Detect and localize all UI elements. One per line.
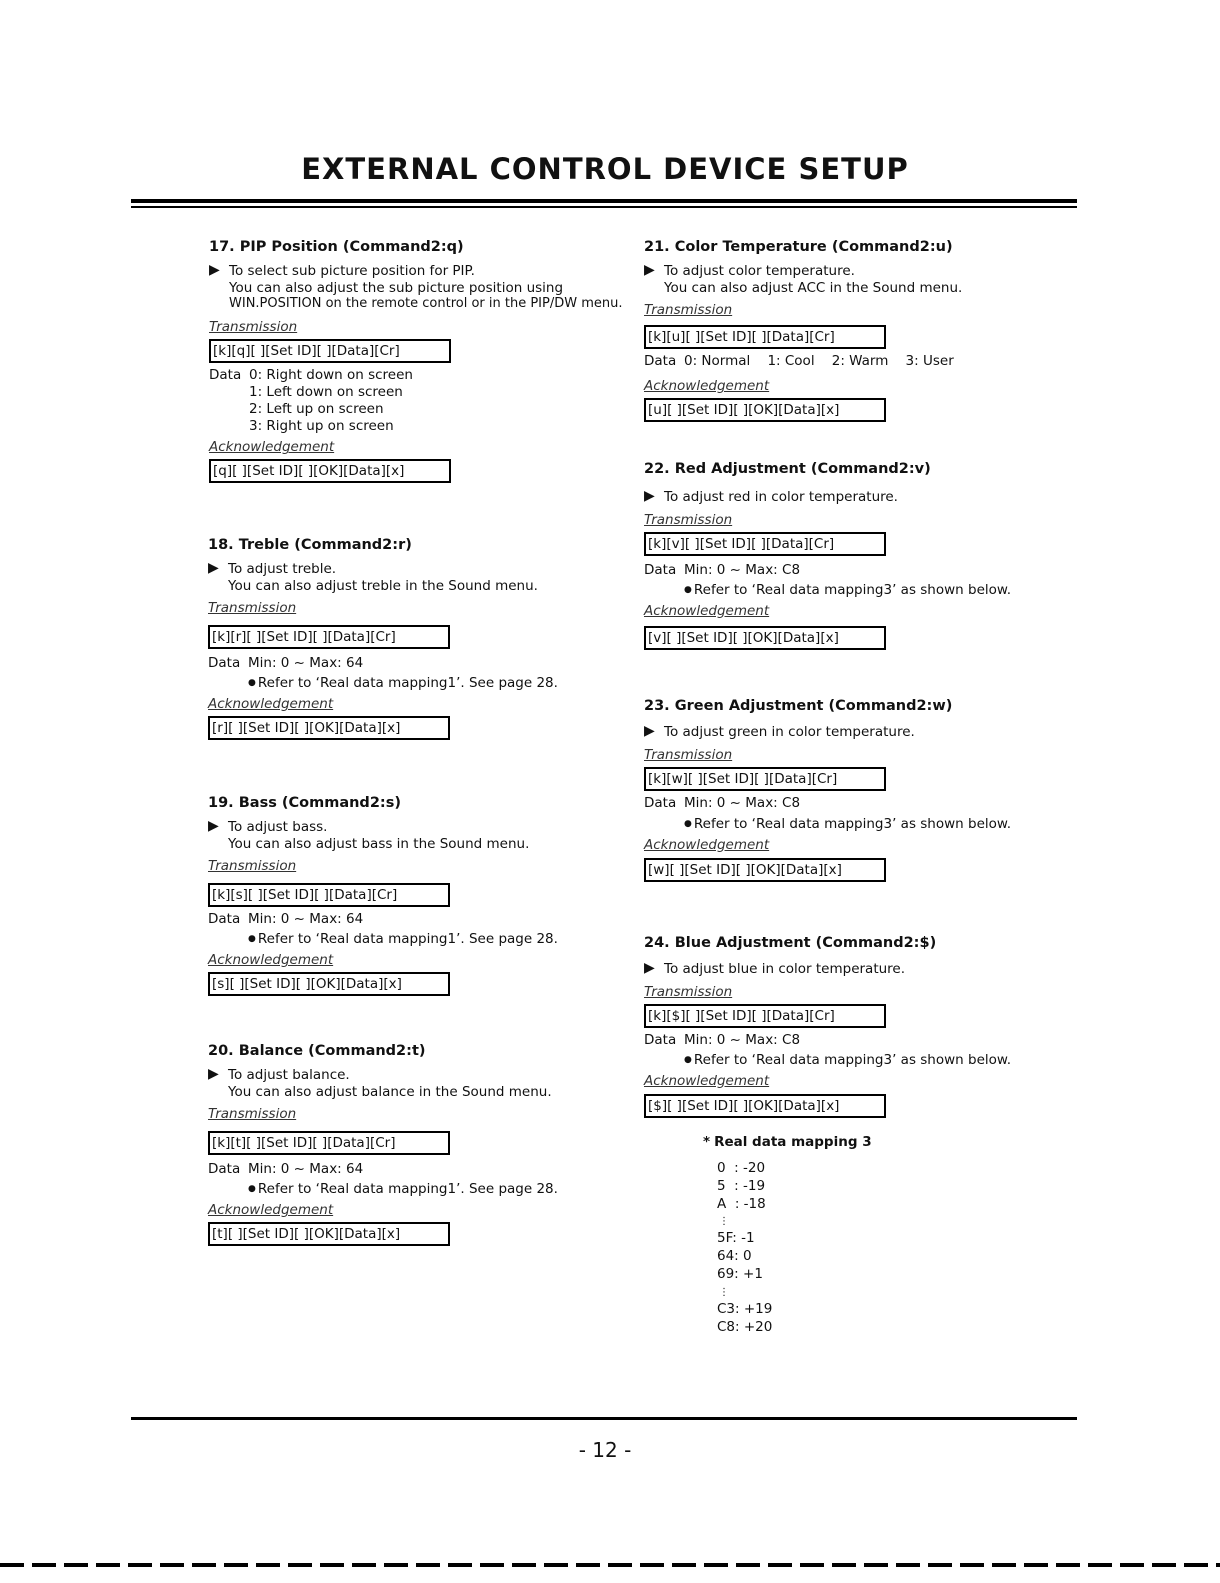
data-line: [208, 911, 558, 928]
description-line: You can also adjust bass in the Sound menu.: [228, 835, 530, 852]
data-value: 0: Right down on screen: [249, 366, 413, 383]
data-label: Data: [644, 353, 677, 369]
description-line: You can also adjust ACC in the Sound menu.: [664, 279, 963, 296]
section-description: [644, 489, 1011, 506]
acknowledgement-format: [s][ ][Set ID][ ][OK][Data][x]: [208, 972, 450, 996]
description-line: WIN.POSITION on the remote control or in the PIP/DW menu.: [229, 296, 623, 311]
data-note: [644, 582, 1011, 599]
data-label: Data: [644, 1031, 677, 1048]
transmission-label: Transmission: [208, 1106, 297, 1122]
data-value: Min: 0 ~ Max: C8: [684, 561, 801, 578]
transmission-label: Transmission: [208, 600, 297, 616]
section-treble: [208, 537, 558, 744]
section-description: [644, 263, 962, 296]
data-value: 3: Right up on screen: [249, 418, 394, 435]
data-value: Min: 0 ~ Max: C8: [684, 1031, 801, 1048]
description-line: To adjust blue in color temperature.: [664, 961, 906, 977]
section-blue-adjustment: [644, 935, 1011, 1122]
data-note: [644, 1052, 1011, 1069]
mapping-row: 5 : -19: [717, 1177, 766, 1194]
section-description: [644, 961, 1011, 978]
transmission-label: Transmission: [644, 302, 733, 318]
arrow-right-icon: ▶: [644, 960, 655, 976]
acknowledgement-format: [$][ ][Set ID][ ][OK][Data][x]: [644, 1094, 886, 1118]
section-pip-position: [209, 239, 623, 487]
transmission-label: Transmission: [209, 318, 298, 335]
note-text: Refer to ‘Real data mapping1’. See page 28.: [257, 931, 558, 947]
note-text: Refer to ‘Real data mapping3’ as shown below.: [693, 815, 1011, 832]
transmission-label: Transmission: [644, 511, 733, 528]
data-line: [208, 1161, 558, 1178]
data-line: [208, 655, 558, 672]
data-value: Min: 0 ~ Max: 64: [248, 1161, 364, 1177]
vertical-ellipsis-icon: ⋮: [719, 1286, 729, 1298]
data-line: [209, 367, 623, 384]
transmission-label: Transmission: [208, 858, 297, 874]
acknowledgement-format: [u][ ][Set ID][ ][OK][Data][x]: [644, 398, 886, 422]
arrow-right-icon: ▶: [208, 818, 219, 834]
section-color-temperature: [644, 239, 962, 426]
section-heading: 22. Red Adjustment (Command2:v): [644, 461, 931, 477]
acknowledgement-label: Acknowledgement: [644, 1072, 770, 1089]
description-line: You can also adjust the sub picture position using: [229, 279, 564, 296]
section-bass: [208, 795, 558, 1000]
data-label: Data: [208, 655, 241, 671]
transmission-format: [k][$][ ][Set ID][ ][Data][Cr]: [644, 1004, 886, 1028]
mapping-row: 69: +1: [717, 1265, 763, 1282]
data-label: Data: [208, 1161, 241, 1177]
data-note: [644, 816, 1011, 833]
transmission-format: [k][v][ ][Set ID][ ][Data][Cr]: [644, 532, 886, 556]
bullet-icon: ●: [248, 678, 256, 688]
data-label: Data: [209, 366, 242, 383]
section-heading: 18. Treble (Command2:r): [208, 537, 412, 553]
arrow-right-icon: ▶: [209, 262, 220, 278]
bullet-icon: ●: [684, 584, 692, 595]
note-text: Refer to ‘Real data mapping3’ as shown below.: [693, 581, 1011, 598]
acknowledgement-label: Acknowledgement: [208, 1202, 334, 1218]
description-line: You can also adjust treble in the Sound menu.: [228, 577, 538, 594]
section-description: [644, 724, 1011, 741]
section-description: [208, 1067, 558, 1100]
mapping-row: C3: +19: [717, 1300, 773, 1317]
mapping-row: 5F: -1: [717, 1230, 755, 1247]
footer-rule: [131, 1417, 1077, 1420]
bullet-icon: ●: [684, 1054, 692, 1065]
data-line: [644, 795, 1011, 812]
mapping-title-text: Real data mapping 3: [714, 1134, 872, 1150]
note-text: Refer to ‘Real data mapping3’ as shown below.: [693, 1051, 1011, 1068]
transmission-format: [k][t][ ][Set ID][ ][Data][Cr]: [208, 1131, 450, 1155]
data-value: Min: 0 ~ Max: 64: [248, 655, 364, 671]
acknowledgement-format: [q][ ][Set ID][ ][OK][Data][x]: [209, 459, 451, 483]
data-label: Data: [208, 911, 241, 927]
data-label: Data: [644, 561, 677, 578]
section-heading: 24. Blue Adjustment (Command2:$): [644, 935, 937, 951]
description-line: To select sub picture position for PIP.: [229, 263, 475, 279]
arrow-right-icon: ▶: [644, 488, 655, 504]
mapping-row: 0 : -20: [717, 1160, 766, 1176]
section-green-adjustment: [644, 698, 1011, 886]
transmission-format: [k][q][ ][Set ID][ ][Data][Cr]: [209, 339, 451, 363]
arrow-right-icon: ▶: [208, 1066, 219, 1082]
arrow-right-icon: ▶: [644, 262, 655, 278]
mapping-title: [703, 1134, 872, 1151]
transmission-label: Transmission: [644, 746, 733, 763]
section-balance: [208, 1043, 558, 1250]
data-note: [208, 675, 558, 692]
mapping-row: A : -18: [717, 1195, 766, 1212]
bullet-icon: ●: [248, 934, 256, 944]
acknowledgement-label: Acknowledgement: [209, 439, 335, 456]
transmission-label: Transmission: [644, 983, 733, 1000]
data-value: 1: Left down on screen: [249, 383, 403, 400]
acknowledgement-label: Acknowledgement: [644, 836, 770, 853]
transmission-format: [k][w][ ][Set ID][ ][Data][Cr]: [644, 767, 886, 791]
data-line: [644, 562, 1011, 579]
acknowledgement-label: Acknowledgement: [644, 602, 770, 619]
acknowledgement-format: [r][ ][Set ID][ ][OK][Data][x]: [208, 716, 450, 740]
description-line: To adjust bass.: [228, 819, 328, 835]
data-value: 2: Left up on screen: [249, 400, 384, 417]
acknowledgement-format: [t][ ][Set ID][ ][OK][Data][x]: [208, 1222, 450, 1246]
section-heading: 23. Green Adjustment (Command2:w): [644, 698, 953, 714]
section-red-adjustment: [644, 461, 1011, 654]
transmission-format: [k][r][ ][Set ID][ ][Data][Cr]: [208, 625, 450, 649]
data-note: [208, 931, 558, 948]
section-description: [209, 263, 623, 313]
data-note: [208, 1181, 558, 1198]
asterisk-icon: *: [703, 1134, 711, 1150]
description-line: To adjust green in color temperature.: [664, 724, 915, 740]
transmission-format: [k][u][ ][Set ID][ ][Data][Cr]: [644, 325, 886, 349]
bullet-icon: ●: [248, 1184, 256, 1194]
note-text: Refer to ‘Real data mapping1’. See page 28.: [257, 675, 558, 691]
section-description: [208, 819, 558, 852]
header-rule: [131, 199, 1077, 203]
section-heading: 20. Balance (Command2:t): [208, 1043, 426, 1059]
section-description: [208, 561, 558, 594]
acknowledgement-label: Acknowledgement: [644, 378, 770, 394]
data-label: Data: [644, 794, 677, 811]
data-value: 0: Normal 1: Cool 2: Warm 3: User: [684, 353, 954, 369]
section-heading: 21. Color Temperature (Command2:u): [644, 239, 953, 255]
footer-registration-marks: [0, 1563, 1220, 1567]
transmission-format: [k][s][ ][Set ID][ ][Data][Cr]: [208, 883, 450, 907]
description-line: To adjust balance.: [228, 1067, 350, 1083]
description-line: To adjust color temperature.: [664, 263, 855, 279]
header-rule-thin: [131, 206, 1077, 208]
acknowledgement-format: [v][ ][Set ID][ ][OK][Data][x]: [644, 626, 886, 650]
acknowledgement-label: Acknowledgement: [208, 952, 334, 968]
section-heading: 17. PIP Position (Command2:q): [209, 239, 464, 255]
description-line: To adjust treble.: [228, 561, 337, 577]
description-line: To adjust red in color temperature.: [664, 489, 898, 505]
arrow-right-icon: ▶: [644, 723, 655, 739]
data-value: Min: 0 ~ Max: 64: [248, 911, 364, 927]
description-line: You can also adjust balance in the Sound menu.: [228, 1083, 552, 1100]
vertical-ellipsis-icon: ⋮: [719, 1216, 729, 1228]
bullet-icon: ●: [684, 818, 692, 829]
real-data-mapping-3: [703, 1134, 872, 1336]
mapping-row: 64: 0: [717, 1248, 752, 1265]
note-text: Refer to ‘Real data mapping1’. See page 28.: [257, 1181, 558, 1197]
mapping-row: C8: +20: [717, 1318, 773, 1335]
arrow-right-icon: ▶: [208, 560, 219, 576]
section-heading: 19. Bass (Command2:s): [208, 795, 401, 811]
data-line: [644, 1032, 1011, 1049]
page-title: EXTERNAL CONTROL DEVICE SETUP: [301, 152, 909, 186]
data-value: Min: 0 ~ Max: C8: [684, 794, 801, 811]
page-number: - 12 -: [578, 1438, 632, 1462]
acknowledgement-label: Acknowledgement: [208, 696, 334, 712]
acknowledgement-format: [w][ ][Set ID][ ][OK][Data][x]: [644, 858, 886, 882]
data-line: [644, 353, 962, 370]
